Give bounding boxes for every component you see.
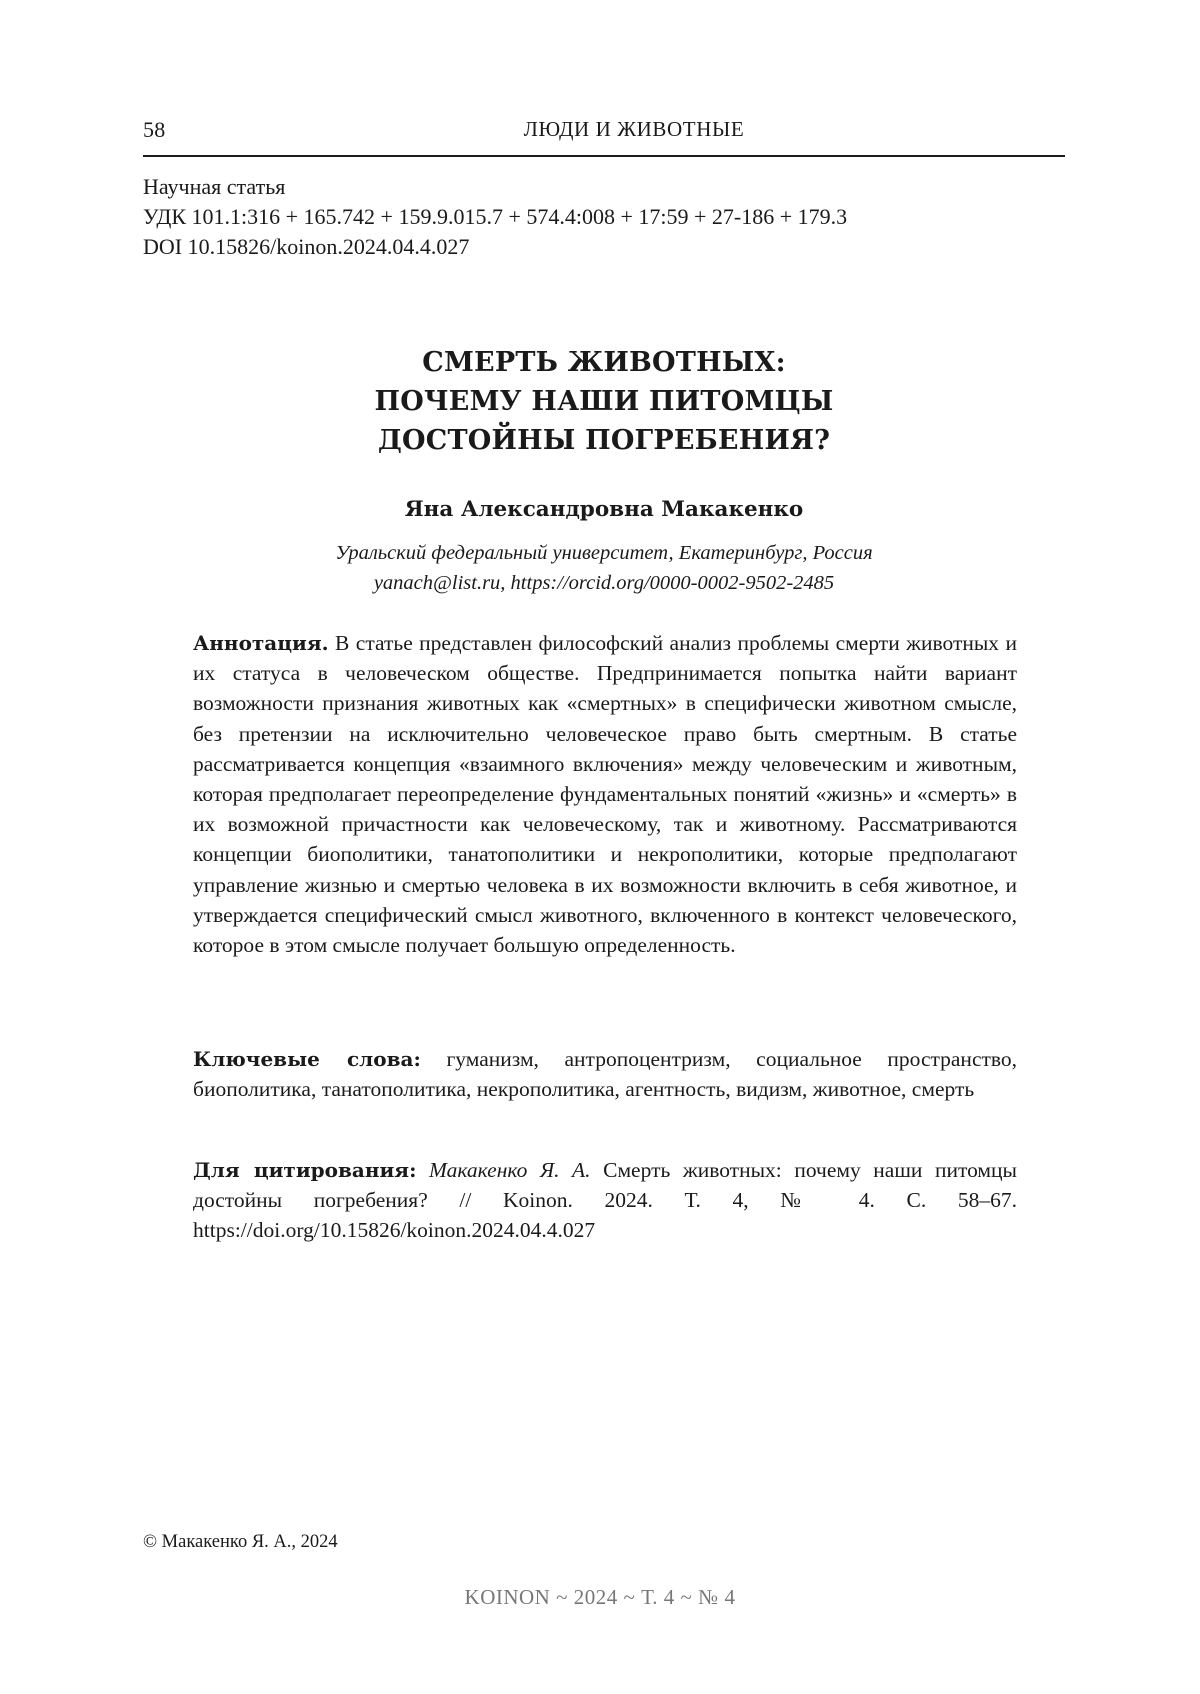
title-line: СМЕРТЬ ЖИВОТНЫХ: <box>422 347 786 378</box>
page-number: 58 <box>143 117 166 142</box>
title-line: ПОЧЕМУ НАШИ ПИТОМЦЫ <box>374 386 834 417</box>
copyright: © Макакенко Я. А., 2024 <box>143 1532 338 1552</box>
udc-code: УДК 101.1:316 + 165.742 + 159.9.015.7 + 574.4:008 + 17:59 + 27-186 + 179.3 <box>143 204 848 229</box>
citation <box>193 1155 1017 1246</box>
doi: DOI 10.15826/koinon.2024.04.4.027 <box>143 234 470 259</box>
author-affiliation: Уральский федеральный университет, Екатеринбург, Россия <box>335 542 873 564</box>
author-contact: yanach@list.ru, https://orcid.org/0000-0002-9502-2485 <box>373 572 835 594</box>
abstract-text: В статье представлен философский анализ проблемы смерти животных и их статуса в человеческом обществе. Предпринимается попытка найти вариант возможности признания животных как «смертных» в специфически животном смысле, без претензии на исключительно человеческое право быть смертным. В статье рассматривается концепция «взаимного включения» между человеческим и животным, которая предполагает переопределение фундаментальных понятий «жизнь» и «смерть» в их возможной причастности как человеческому, так и животному. Рассматриваются концепции биополитики, танатополитики и некрополитики, которые предполагают управление жизнью и смертью человека в их возможности включить в себя животное, и утверждается специфический смысл животного, включенного в контекст человеческого, которое в этом смысле получает большую определенность. <box>193 631 1017 958</box>
abstract <box>193 628 1017 960</box>
author-name: Яна Александровна Макакенко <box>404 497 804 522</box>
keywords-label: Ключевые слова: <box>193 1047 421 1071</box>
journal-footer: KOINON ~ 2024 ~ Т. 4 ~ № 4 <box>464 1585 736 1609</box>
citation-author: Макакенко Я. А. <box>416 1158 591 1182</box>
citation-text: Смерть животных: почему наши питомцы достойны погребения? // Koinon. 2024. Т. 4, № 4. С. 58–67. https://doi.org/10.15826/koinon.2024.04.4.027 <box>193 1158 1017 1243</box>
keywords-text: гуманизм, антропоцентризм, социальное пространство, биополитика, танатополитика, некрополитика, агентность, видизм, животное, смерть <box>193 1047 1018 1102</box>
running-title: ЛЮДИ И ЖИВОТНЫЕ <box>523 117 745 141</box>
abstract-label: Аннотация. <box>193 631 329 655</box>
article-type: Научная статья <box>143 174 286 199</box>
title-line: ДОСТОЙНЫ ПОГРЕБЕНИЯ? <box>377 425 831 456</box>
article-meta <box>143 172 847 262</box>
keywords <box>193 1044 1017 1104</box>
running-header <box>143 115 1065 157</box>
author-affiliation-block <box>143 538 1065 598</box>
citation-label: Для цитирования: <box>193 1158 417 1182</box>
article-title <box>143 343 1065 460</box>
